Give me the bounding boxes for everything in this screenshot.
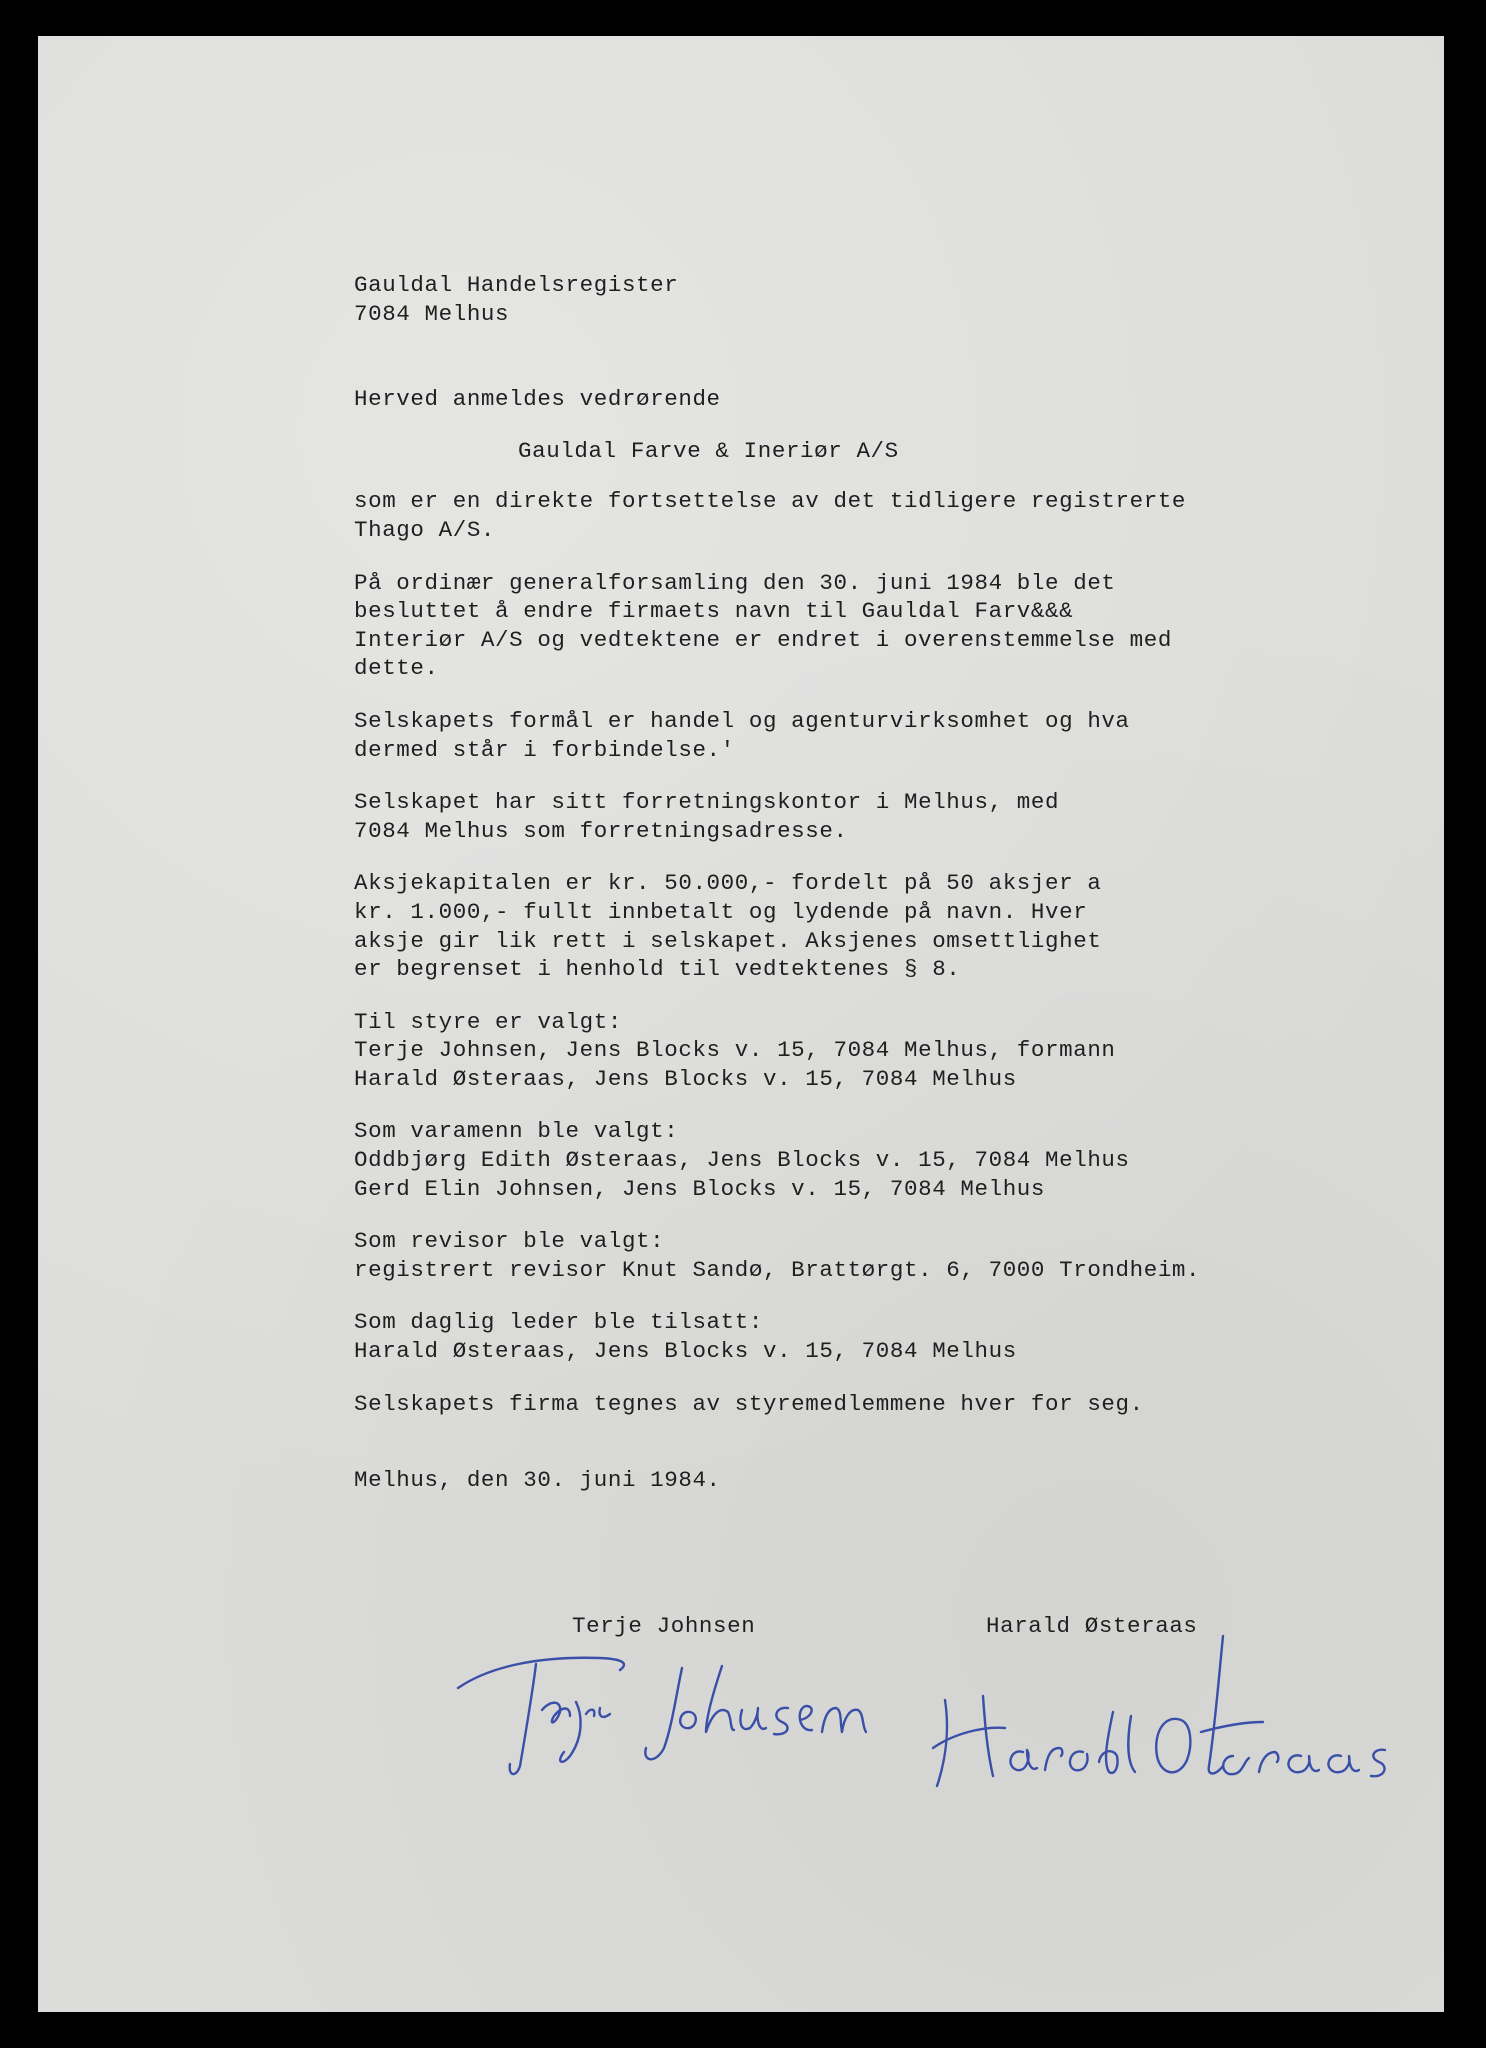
para5-line: Aksjekapitalen er kr. 50.000,- fordelt på 50 aksjer a	[354, 870, 1102, 897]
para2-line: På ordinær generalforsamling den 30. juni 1984 ble det	[354, 569, 1116, 596]
place-date: Melhus, den 30. juni 1984.	[354, 1467, 721, 1494]
para5-line: aksje gir lik rett i selskapet. Aksjenes omsettlighet	[354, 927, 1102, 954]
deputy-member: Oddbjørg Edith Østeraas, Jens Blocks v. 15, 7084 Melhus	[354, 1147, 1130, 1174]
para1-line: Thago A/S.	[354, 516, 496, 543]
auditor-name: registrert revisor Knut Sandø, Brattørgt. 6, 7000 Trondheim.	[354, 1256, 1201, 1283]
para3-line: Selskapets formål er handel og agenturvirksomhet og hva	[354, 707, 1130, 734]
signing-rule: Selskapets firma tegnes av styremedlemmene hver for seg.	[354, 1390, 1144, 1417]
board-member: Harald Østeraas, Jens Blocks v. 15, 7084 Melhus	[354, 1065, 1017, 1092]
para1-line: som er en direkte fortsettelse av det tidligere registrerte	[354, 488, 1187, 515]
signature-terje-johnsen	[450, 1636, 890, 1786]
para5-line: er begrenset i henhold til vedtektenes § 8.	[354, 956, 961, 983]
addressee-line-1: Gauldal Handelsregister	[354, 272, 679, 298]
signature-harald-osteraas	[923, 1616, 1393, 1816]
signatory-name-first: Terje Johnsen	[572, 1613, 756, 1639]
company-name: Gauldal Farve & Ineriør A/S	[518, 437, 899, 464]
document-page	[38, 36, 1444, 2012]
letter-body	[354, 271, 1414, 1495]
auditor-heading: Som revisor ble valgt:	[354, 1228, 665, 1255]
para5-line: kr. 1.000,- fullt innbetalt og lydende på navn. Hver	[354, 898, 1088, 925]
para4-line: 7084 Melhus som forretningsadresse.	[354, 817, 848, 844]
para2-line: Interiør A/S og vedtektene er endret i overenstemmelse med	[354, 626, 1172, 653]
board-heading: Til styre er valgt:	[354, 1008, 622, 1035]
signatory-name-second: Harald Østeraas	[986, 1613, 1198, 1639]
manager-name: Harald Østeraas, Jens Blocks v. 15, 7084 Melhus	[354, 1338, 1017, 1365]
para3-line: dermed står i forbindelse.'	[354, 736, 735, 763]
board-member: Terje Johnsen, Jens Blocks v. 15, 7084 Melhus, formann	[354, 1037, 1116, 1064]
para2-line: dette.	[354, 655, 439, 682]
para2-line: besluttet å endre firmaets navn til Gauldal Farv&&&	[354, 598, 1074, 625]
deputies-heading: Som varamenn ble valgt:	[354, 1118, 679, 1145]
para4-line: Selskapet har sitt forretningskontor i Melhus, med	[354, 789, 1060, 816]
deputy-member: Gerd Elin Johnsen, Jens Blocks v. 15, 7084 Melhus	[354, 1175, 1046, 1202]
manager-heading: Som daglig leder ble tilsatt:	[354, 1309, 763, 1336]
intro-text: Herved anmeldes vedrørende	[354, 386, 721, 413]
addressee-line-2: 7084 Melhus	[354, 300, 510, 327]
